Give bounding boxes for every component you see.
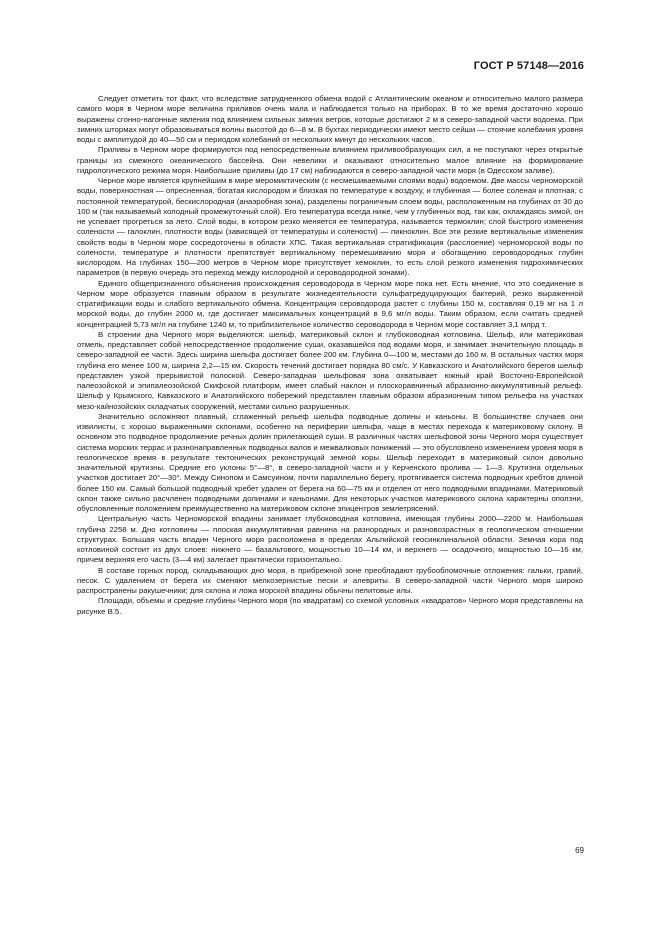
- paragraph-figure-reference: Площади, объемы и средние глубины Черного моря (по квадратам) со схемой условных «квадратов» Черного моря представлены на рисунке В.5.: [77, 596, 583, 616]
- paragraph-deep-basin: Центральную часть Черноморской впадины занимает глубоководная котловина, имеющая глубины 2000—2200 м. Наибольшая глубина 2258 м. Дно котловины — плоская аккумулятивная равнина на разнородных и разновозрастных в геологическом отношении структурах. Большая часть впадин Черного моря расположена в пределах Альпийской геосинклинальной области. Земная кора под котловиной состоит из двух слоев: нижнего — базальтового, мощностью 10—14 км, и верхнего — осадочного, мощностью 10—16 км, причем верхняя его часть (3—4 км) залегает практически горизонтально.: [77, 514, 583, 565]
- paragraph-sediments: В составе горных пород, складывающих дно моря, в прибрежной зоне преобладают грубообломочные отложения: гальки, гравий, песок. С удалением от берега их сменяют мелкозернистые пески и алевриты. В северо-западной части Черного моря широко распространены ракушечники; для склона и ложа морской впадины обычны пелитовые илы.: [77, 565, 583, 595]
- paragraph-meromictic: Черное море является крупнейшим в мире меромиктическим (с несмешиваемыми слоями воды) водоемом. Две массы черноморской воды, поверхностная — опресненная, богатая кислородом и близкая по температуре к воздуху, и глубинная — более соленая и плотная, с постоянной температурой, бескислородная (анаэробная зона), разделены пограничным слоем воды, расположенным на глубинах от 30 до 100 м (так называемый холодный промежуточный слой). Его температура всегда ниже, чем у глубинных вод, так как, охлаждаясь зимой, он не успевает прогреться за лето. Слой воды, в котором резко меняется ее температура, называется термоклин; слой быстрого изменения солености — галоклин, плотности воды (зависящей от температуры и солености) — пикноклин. Все эти резкие вертикальные изменения свойств воды в Черном море сосредоточены в области ХПС. Такая вертикальная стратификация (расслоение) черноморской воды по солености, температуре и плотности препятствует вертикальному перемешиванию моря и обогащению сероводородных глубин кислородом. На глубинах 150—200 метров в Черном море присутствует хемоклин, то есть слой резкого изменения гидрохимических параметров (в первую очередь это переход между кислородной и сероводородной зонами).: [77, 176, 583, 278]
- body-text: [77, 94, 583, 617]
- standard-code-header: ГОСТ Р 57148—2016: [473, 60, 584, 72]
- paragraph-canyons-slope: Значительно осложняют плавный, сглаженный рельеф шельфа подводные долины и каньоны. В большинстве случаев они извилисты, с хорошо выраженными склонами, особенно на периферии шельфа, чаще в местах перехода к материковому склону. В основном это подводное продолжение речных долин прилегающей суши. В различных частях шельфовой зоны Черного моря существует система морских террас и разнонаправленных подводных валов и межвалковых понижений — это обусловлено изменением уровня моря в геологическое время в результате тектонических реконструкций земной коры. Шельф переходит в материковый склон довольно значительной крутизны. Средние его уклоны 5°—8°, в северо-западной части и у Керченского пролива — 1—3. Крутизна отдельных участков достигает 20°—30°. Между Синопом и Самсуином, почти параллельно берегу, протягивается система подводных хребтов длиной более 150 км. Самый большой подводный хребет удален от берега на 60—75 км и отделен от него подводными впадинами. Материковый склон также сильно расчленен подводными долинами и каньонами. Для некоторых участков материкового склона характерны оползни, обусловленные положением преимущественно на материковом склоне эпицентров землетрясений.: [77, 411, 583, 513]
- paragraph-tides-intro: Следует отметить тот факт, что вследствие затрудненного обмена водой с Атлантическим океаном и относительно малого размера самого моря в Черном море величина приливов очень мала и наблюдается только на приборах. В то же время достаточно хорошо выражены сгонно-нагонные явления под влиянием сильных зимних ветров, которые достигают 2 м в северо-западной части водоема. При зимних штормах могут образовываться волны высотой до 6—8 м. В бухтах периодически имеют место сейши — стоячие колебания уровня воды с амплитудой до 40—50 см и периодом колебаний от нескольких минут до нескольких часов.: [77, 94, 583, 144]
- paragraph-hydrogen-sulfide: Единого общепризнанного объяснения происхождения сероводорода в Черном море пока нет. Есть мнение, что это соединение в Черном море образуется главным образом в результате жизнедеятельности сульфатредуцирующих бактерий, резко выраженной стратификации воды и слабого вертикального обмена. Концентрация сероводорода растет с глубины 150 м, составляя 0,19 мг на 1 л морской воды, до глубин 2000 м, где достигает максимальных концентраций в 9,6 мг/л воды. Таким образом, если считать средней концентрацией 5,73 мг/л на глубине 1240 м, то приблизительное количество сероводорода в Черном море составляет 3,1 млрд т.: [77, 278, 583, 329]
- paragraph-tides-forces: Приливы в Черном море формируются под непосредственным влиянием приливообразующих сил, а не поступают через открытые границы из смежного океанического бассейна. Они невелики и оказывают относительно малое влияние на формирование гидрологического режима моря. Наибольшие приливы (до 17 см) наблюдаются в северо-западной части моря (в Одесском заливе).: [77, 145, 583, 175]
- page-number: 69: [575, 846, 584, 855]
- paragraph-seabed-structure: В строении дна Черного моря выделяются: шельф, материковый склон и глубоководная котловина. Шельф, или материковая отмель, представляет собой непосредственное продолжение суши, оказавшейся под водами моря, и занимает значительную площадь в северо-западной ее части. Здесь ширина шельфа достигает более 200 км. Глубина 0—100 м, местами до 160 м. В остальных частях моря глубина его менее 100 м, ширина 2,2—15 км. Скорость течений достигает порядка 80 см/с. У Кавказского и Анатолийского берегов шельф представлен узкой прерывистой полоской. Северо-западная шельфовая зона охватывает южный край Восточно-Европейской палеозойской и эпипалеозойской Скифской платформ, имеет слабый наклон и плоскоравнинный абразионно-аккумулятивный рельеф. Шельф у Крымского, Кавказского и Анатолийского побережий представлен главным образом абразионным типом рельефа на участках мезо-кайнозойских складчатых сооружений, местами сильно разрушенных.: [77, 329, 583, 411]
